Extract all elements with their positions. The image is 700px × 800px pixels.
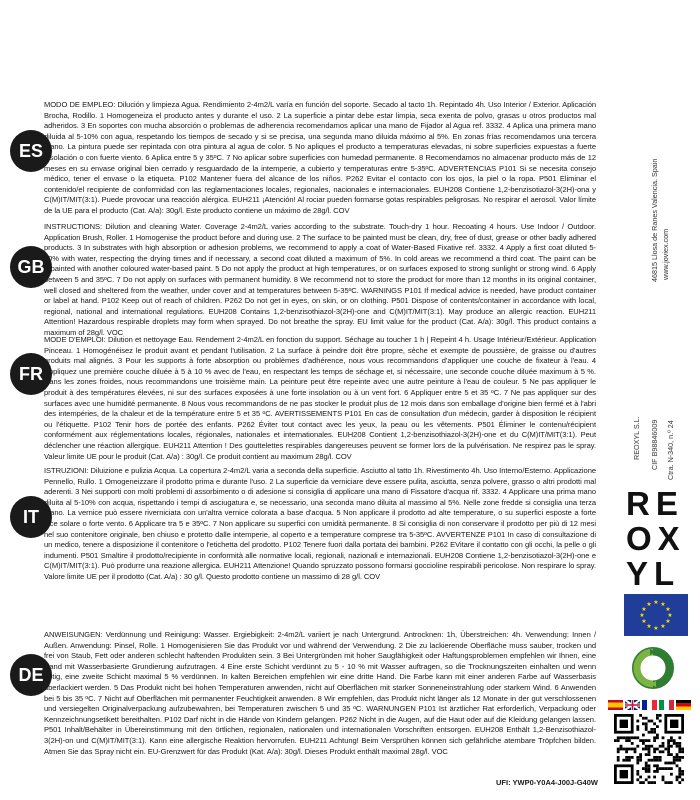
company-web: www.joviex.com xyxy=(661,228,670,280)
svg-text:★: ★ xyxy=(646,601,652,608)
france-flag-icon xyxy=(642,700,657,710)
language-badge-de: DE xyxy=(10,654,52,696)
company-road: Ctra. N-340, n.º 24 xyxy=(666,420,675,480)
brand-logo xyxy=(626,487,696,592)
svg-text:★: ★ xyxy=(653,625,659,632)
language-badge-fr: FR xyxy=(10,353,52,395)
svg-text:★: ★ xyxy=(660,623,666,630)
italy-flag-icon xyxy=(659,700,674,710)
germany-flag-icon xyxy=(676,700,691,710)
green-dot-icon xyxy=(631,646,675,690)
language-badge-gb: GB xyxy=(10,246,52,288)
language-badge-es: ES xyxy=(10,130,52,172)
svg-text:★: ★ xyxy=(639,612,645,619)
language-flags-icon xyxy=(608,700,691,710)
svg-text:★: ★ xyxy=(665,606,671,613)
ufi-code: UFI: YWP0-Y0A4-J00J-G40W xyxy=(496,778,598,787)
svg-text:★: ★ xyxy=(653,599,659,606)
language-badge-it: IT xyxy=(10,496,52,538)
svg-text:★: ★ xyxy=(665,618,671,625)
logo-line: RE xyxy=(626,485,684,522)
instructions-text-it: ISTRUZIONI: Diluizione e pulizia Acqua. La copertura 2-4m2/L varia a seconda della superficie. Asciutto al tatto 1h. Rivestimento 4h. Uso Interno/Esterno. Applicazione Pennello, Rullo. 1 Omogeneizzare il prodotto prima e durante l'uso. 2 La superficie da verniciare deve essere pulita, asciutta, senza polvere, grasso o altri prodotti mal aderenti. 3 Nei supporti con molti problemi di assorbimento o di adesione si consiglia di applicare una mano di Fissatore d'acqua rif. 3332. 4 Applicare una prima mano diluita al 5-10% con acqua, rispettando i tempi di asciugatura e, se necessario, una seconda mano diluita al massimo al 5%. Nelle zone fredde si consiglia una terza mano. La vernice può essere riverniciata con un'altra vernice colorata a base d'acqua. 5 Non applicare il prodotto ad alte temperature, o su superfici esposte a forte luce solare o forte vento. 6 Applicare tra 5 e 35ºC. 7 Non applicare su superfici con umidità permanente. 8 Si consiglia di non conservare il prodotto per più di 12 mesi nel suo contenitore originale, ben chiuso e protetto dalle intemperie, al coperto e a temperature comprese tra 5-35ºC. AVVERTENZE P101 In caso di consultazione di un medico, tenere a disposizione il contenitore o l'etichetta del prodotto. P102 Tenere fuori dalla portata dei bambini. P262 EVitare il contatto con gli occhi, la pelle o gli indumenti. P501 Smaltire il prodotto/recipiente in conformità alle normative locali, regionali, nazionali e internazionali. EUH208 Contiene 1,2-benzisotiazol-3(2H)-one e C(M)IT/MIT(3:1). Può produrre una reazione allergica. EUH211 Attenzione! Quando spruzzato possono formarsi goccioline respirabili pericolose. Non respirare lo spray. Valore limite UE per il prodotto (Cat. A/a) : 30 g/l. Questo prodotto contiene un massimo di 28 g/l. COV xyxy=(44,466,596,581)
spain-flag-icon xyxy=(608,700,623,710)
logo-line: YL xyxy=(626,555,681,592)
instructions-text-gb: INSTRUCTIONS: Dilution and cleaning Water. Coverage 2-4m2/L varies according to the substrate. Touch-dry 1 hour. Recoating 4 hours. Use Indoor / Outdoor. Application Brush, Roller. 1 Homogenise the product before and during use. 2 The surface to be painted must be clean, dry, free of dust, grease or other badly adhered products. 3 In substrates with high absorption or adhesion problems, we recommend to apply a coat of Water-Based Fixative ref. 3332. 4 Apply a first coat diluted 5-10% with water, respecting the drying times and if necessary, a second coat diluted a maximum of 5%. In cold areas we recommend a third coat. The paint can be repainted with another coloured water-based paint. 5 Do not apply the product at high temperatures, or on surfaces exposed to strong sunlight or strong wind. 6 Apply between 5 and 35ºC. 7 Do not apply on surfaces with permanent humidity. 8 We recommend not to store the product for more than 12 months in its original container, well closed and sheltered from the weather, under cover and at temperatures between 5-35ºC. WARNINGS P101 If medical advice is needed, have product container or label at hand. P102 Keep out of reach of children. P262 Do not get in eyes, on skin, or on clothing. P501 Dispose of contents/container in accordance with local, regional, national and international regulations. EUH208 Contains 1,2-benzisothiazol-3(2H)-one and C(M)IT/MIT(3:1). May produce an allergic reaction. EUH211 Attention! Hazardous respirable droplets may form when sprayed. Do not breathe the spray. EU limit value for the product (Cat. A/a): 30g/l. This product contains a maximum of 28g/l. VOC xyxy=(44,222,596,337)
instructions-text-de: ANWEISUNGEN: Verdünnung und Reinigung: Wasser. Ergiebigkeit: 2-4m2/L variiert je nach Untergrund. Antrocknen: 1h, Überstreichen: 4h. Verwendung: Innen / Außen. Anwendung: Pinsel, Rolle. 1 Homogenisieren Sie das Produkt vor und während der Verwendung. 2 Die zu lackierende Oberfläche muss sauber, trocken und frei von Staub, Fett oder anderen schlecht haftenden Produkten sein. 3 Bei Untergründen mit hoher Saugfähigkeit oder Haftungsproblemen empfehlen wir Ihnen, eine Hand mit Wasserbasierte Grundierung aufzutragen. 4 Eine erste Schicht verdünnt zu 5 - 10 % mit Wasser auftragen, so die Trocknungszeiten einhalten und wenn nötig, eine zweite Schicht maximal 5 % verdünnen. In kalten Bereichen empfehlen wir eine dritte Hand. Die Farbe kann mit einer anderen Farbe auf Wasserbasis überlackiert werden. 5 Das Produkt nicht bei hohen Temperaturen anwenden, nicht auf Oberflächen mit starker Sonneneinstrahlung oder starkem Wind. 6 Anwenden bei 5 bis 35 ºC. 7 Nicht auf Oberflächen mit permanenter Feuchtigkeit anwenden. 8 Wir empfehlen, das Produkt nicht länger als 12 Monate in der gut verschlossenen und versiegelten Originalverpackung aufzubewahren, bei Temperaturen zwischen 5 und 35 ºC. WARNUNGEN P101 Ist ärztlicher Rat erforderlich, Verpackung oder Kennzeichnungsetikett bereithalten. P102 Darf nicht in die Hände von Kindern gelangen. P262 Nicht in die Augen, auf die Haut oder auf die Kleidung gelangen lassen. P501 Inhalt/Behälter in Übereinstimmung mit den örtlichen, regionalen, nationalen und internationalen Vorschriften entsorgen. EUH208 Enthält 1,2-Benzisothiazol-3(2H)-on und C(M)IT/MIT(3:1). Kann eine allergische Reaktion hervorrufen. EUH211 Achtung! Beim Versprühen können sich gefährliche atembare Tröpfchen bilden. Atmen Sie das Spray nicht ein. EU-Grenzwert für das Produkt (Kat. A/a): 30g/l. Dieses Produkt enthält maximal 28g/l. VOC xyxy=(44,630,596,756)
company-cif: CIF B98846009 xyxy=(650,419,659,470)
svg-text:★: ★ xyxy=(646,623,652,630)
svg-text:★: ★ xyxy=(660,601,666,608)
company-name: REOXYL S.L. xyxy=(632,416,641,460)
instructions-text-fr: MODE D'EMPLOI: Dilution et nettoyage Eau. Rendement 2-4m2/L en fonction du support. Séchage au toucher 1 h | Repeint 4 h. Usage Intérieur/Extérieur. Application Pinceau. 1 Homogénéisez le produit avant et pendant l'utilisation. 2 La surface à peindre doit être propre, sèche et exempte de poussière, de graisse ou d'autres produits mal alignés. 3 Pour les supports à forte absorption ou problèmes d'adhérence, nous vous recommandons d'appliquer une couche de fixateur à l'eau. 4 Appliquez une première couche diluée à 5 à 10 % avec de l'eau, en respectant les temps de séchage et, si nécessaire, une seconde couche diluée maximum à 5 %. Dans les zones froides, nous recommandons une troisième main. La peinture peut être repeinte avec une autre peinture à l'eau de couleur. 5 Ne pas appliquer le produit à des températures élevées, ni sur des surfaces exposées à une forte insolation ou à un vent fort. 6 Appliquer entre 5 et 35 ºC. 7 Ne pas appliquer sur des surfaces avec une humidité permanente. 8 Nous vous recommandons de ne pas stocker le produit plus de 12 mois dans son emballage d'origine bien fermé et à l'abri des intempéries, de la chaleur et de la température entre 5 et 35 ºC. AVERTISSEMENTS P101 En cas de consultation d'un médecin, garder à disposition le récipient ou l'étiquette. P102 Tenir hors de portée des enfants. P262 Éviter tout contact avec les yeux, la peau ou les vêtements. P501 Éliminer le contenu/récipient conformément aux réglementations locales, régionales, nationales et internationales. EUH208 Contient 1,2-benzisothiazol-3(2H)-one et du C(M)IT/MIT(3:1). Peut déclencher une réaction allergique. EUH211 Attention ! Des gouttelettes respirables dangereuses peuvent se former lors de la pulvérisation. Ne respirez pas le spray. Valeur limite UE pour le produit (Cat. A/a) : 30g/l. Ce produit contient au maximum 28g/l. COV xyxy=(44,335,596,461)
svg-text:★: ★ xyxy=(667,612,673,619)
uk-flag-icon xyxy=(625,700,640,710)
qr-code-icon xyxy=(614,714,684,784)
eu-flag-icon xyxy=(624,594,688,636)
svg-text:★: ★ xyxy=(641,618,647,625)
company-address: 46815 Llosa de Ranes Valencia. Spain xyxy=(650,158,659,282)
instructions-text-es: MODO DE EMPLEO: Dilución y limpieza Agua. Rendimiento 2-4m2/L varía en función del soporte. Secado al tacto 1h. Repintado 4h. Uso Interior / Exterior. Aplicación Brocha, Rodillo. 1 Homogeneiza el producto antes y durante el uso. 2 La superficie a pintar debe estar limpia, seca exenta de polvo, grasas u otros productos mal adheridos. 3 En soportes con mucha absorción o problemas de adherencia recomendamos aplicar una mano de Fijador al Agua ref. 3332. 4 Aplica una primera mano diluida al 5-10% con agua, respetando los tiempos de secado y si se precisa, una segunda mano diluida máximo al 5%. En zonas frías recomendamos una tercera mano. La pintura puede ser repintada con otra pintura al agua de color. 5 No apliques el producto a temperaturas elevadas, ni sobre superficies expuestas a fuerte insolación o con fuerte viento. 6 Aplica entre 5 y 35ºC. 7 No aplicar sobre superficies con humedad permanente. 8 Recomendamos no almacenar producto más de 12 meses en su envase original bien cerrado y resguardado de la intemperie, a cubierto y temperaturas entre 5-35ºC. ADVERTENCIAS P101 Si se necesita consejo médico, tener el envase o la etiqueta. P102 Mantener fuera del alcance de los niños. P262 Evitar el contacto con los ojos, la piel o la ropa. P501 Eliminar el contenido/el recipiente de conformidad con las reglamentaciones locales, regionales, nacionales e internacionales. EUH208 Contiene 1,2-benzisotiazol-3(2H)-ona y C(M)IT/MIT(3:1). Puede provocar una reacción alérgica. EUH211 ¡Atención! Al rociar pueden formarse gotas respirables peligrosas. No respirar el aerosol. Valor límite de la UE para el producto (Cat. A/a): 30g/l. Este producto contiene un máximo de 28g/l. COV xyxy=(44,100,596,215)
svg-text:★: ★ xyxy=(641,606,647,613)
logo-line: OX xyxy=(626,520,686,557)
